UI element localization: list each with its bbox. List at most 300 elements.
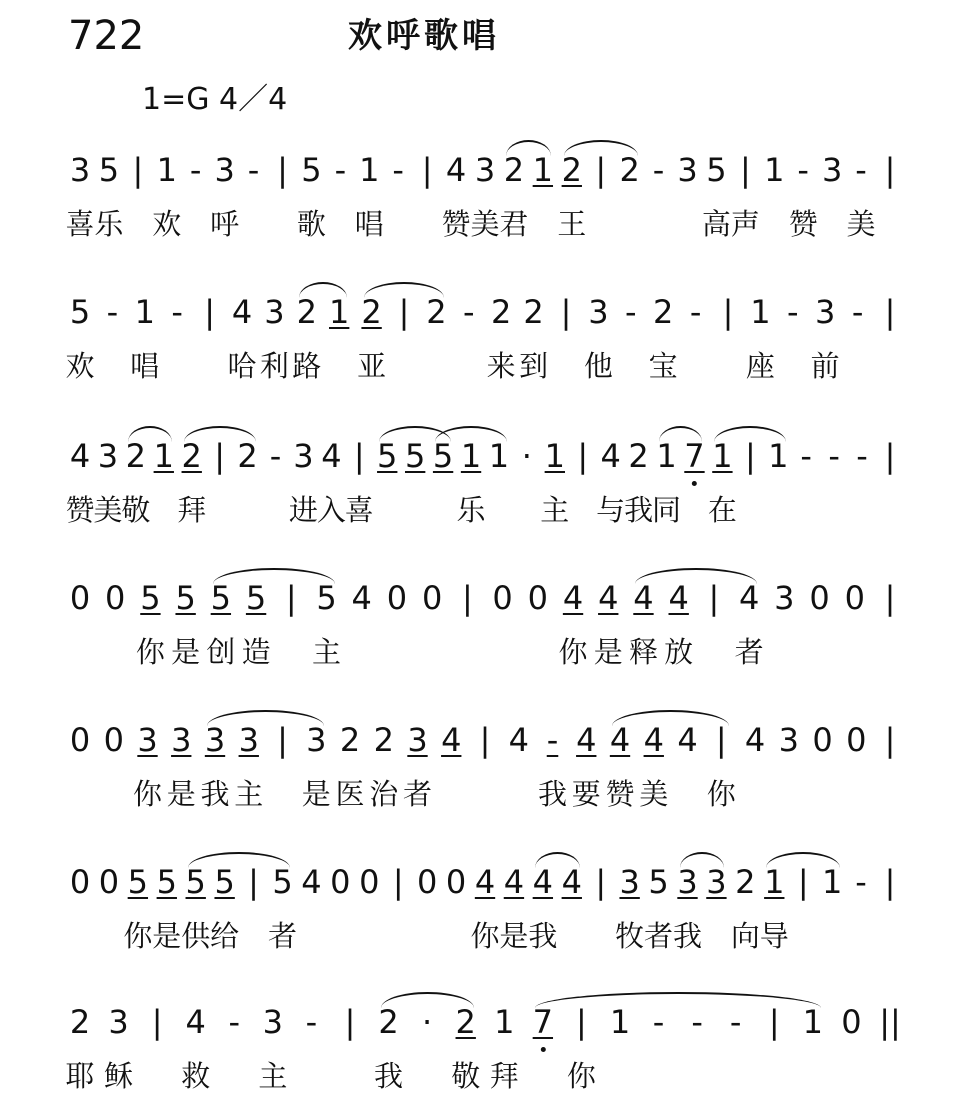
slur-arc (188, 852, 291, 868)
note: 2 (426, 293, 447, 331)
lyrics-line (74, 632, 914, 672)
note: - (797, 151, 809, 189)
note: 3 (588, 293, 609, 331)
lyric-syllable: 我 (537, 777, 568, 811)
note: - (689, 293, 702, 331)
note: - (729, 1003, 742, 1041)
note: 0 (69, 863, 91, 901)
note: 5 (377, 437, 398, 475)
note: 3 (407, 721, 428, 759)
lyric-syllable: 是 (499, 919, 529, 953)
note: 1 (359, 151, 380, 189)
lyric-syllable: 路 (292, 349, 322, 383)
lyric-syllable: 造 (241, 635, 271, 669)
bar-line: | (560, 293, 572, 331)
lyric-syllable: 要 (571, 777, 601, 811)
lyric-syllable: 者 (402, 777, 433, 811)
note: 1 (544, 437, 565, 475)
score-system (0, 852, 960, 972)
note: 4 (474, 863, 496, 901)
lyrics-line (65, 346, 914, 386)
slur-arc (506, 140, 551, 156)
lyric-syllable: 我 (374, 1059, 404, 1093)
bar-line: || (879, 1003, 901, 1041)
note: · (422, 1003, 433, 1041)
note: 5 (185, 863, 206, 901)
lyric-syllable: 美 (639, 777, 669, 811)
note: 5 (175, 579, 196, 617)
bar-line: | (884, 437, 896, 475)
note: 4 (69, 437, 91, 475)
note: 2 (628, 437, 649, 475)
note: - (851, 293, 864, 331)
note: 0 (846, 721, 867, 759)
lyric-syllable: 供 (181, 919, 211, 953)
note: 5 (432, 437, 454, 475)
bar-line: | (595, 151, 607, 189)
note: 4 (301, 863, 322, 901)
note: 0 (809, 579, 830, 617)
lyric-syllable: 赞 (441, 207, 471, 241)
lyric-syllable: 你 (558, 635, 588, 669)
note: 2 (503, 151, 525, 189)
note: 3 (171, 721, 192, 759)
note: 4 (441, 721, 462, 759)
lyrics-line (74, 774, 914, 814)
slur-arc (535, 992, 821, 1008)
note: - (828, 437, 840, 475)
note: 4 (600, 437, 621, 475)
note: 5 (69, 293, 91, 331)
notation-line (69, 992, 914, 1052)
note: 1 (460, 437, 482, 475)
slur-arc (659, 426, 703, 442)
bar-line: | (768, 1003, 780, 1041)
note: 0 (105, 579, 126, 617)
lyric-syllable: 宝 (648, 349, 678, 383)
bar-line: | (285, 579, 297, 617)
note: 4 (503, 863, 525, 901)
lyric-syllable: 利 (259, 349, 289, 383)
lyric-syllable: 主 (312, 635, 342, 669)
note: - (171, 293, 183, 331)
note: 1 (712, 437, 733, 475)
note: 5 (127, 863, 149, 901)
note: 1 (329, 293, 350, 331)
notation-line (69, 852, 914, 912)
lyric-syllable: 你 (566, 1059, 596, 1093)
lyric-syllable: 欢 (152, 207, 182, 241)
note: 2 (378, 1003, 399, 1041)
note: - (856, 437, 868, 475)
lyric-syllable: 稣 (104, 1059, 134, 1093)
lyric-syllable: 主 (258, 1059, 288, 1093)
note: 3 (97, 437, 119, 475)
note: 2 (491, 293, 512, 331)
bar-line: | (132, 151, 144, 189)
bar-line: | (797, 863, 809, 901)
note: 5 (140, 579, 161, 617)
bar-line: | (344, 1003, 356, 1041)
note: - (625, 293, 637, 331)
note: 3 (238, 721, 259, 759)
score-system (0, 992, 960, 1112)
note: - (269, 437, 282, 475)
hymn-number: 722 (68, 13, 145, 59)
note: 5 (301, 151, 322, 189)
note: - (189, 151, 202, 189)
lyric-syllable: 是 (166, 777, 196, 811)
note: - (652, 1003, 665, 1041)
lyric-syllable: 赞 (605, 777, 635, 811)
lyrics-line (74, 916, 914, 956)
note: 5 (214, 863, 235, 901)
lyric-syllable: 是 (152, 919, 182, 953)
lyric-syllable: 者 (644, 919, 674, 953)
lyric-syllable: 赞 (788, 207, 818, 241)
lyric-syllable: 创 (206, 635, 236, 669)
note: 5 (648, 863, 669, 901)
lyric-syllable: 释 (628, 635, 658, 669)
note: 0 (844, 579, 865, 617)
bar-line: | (392, 863, 404, 901)
note: 4 (562, 579, 584, 617)
notation-line (69, 140, 914, 200)
note: 2 (69, 1003, 91, 1041)
bar-line: | (884, 293, 896, 331)
lower-octave-dot (540, 1047, 545, 1052)
note: 2 (619, 151, 640, 189)
slur-arc (635, 568, 757, 584)
score-system (0, 426, 960, 546)
note: - (800, 437, 812, 475)
lyric-syllable: 同 (652, 493, 682, 527)
note: 3 (264, 293, 285, 331)
note: - (855, 863, 867, 901)
lyric-syllable: 与 (596, 493, 626, 527)
lyric-syllable: 他 (583, 349, 613, 383)
note: 1 (156, 151, 177, 189)
note: 0 (492, 579, 513, 617)
note: 2 (373, 721, 394, 759)
note: 2 (237, 437, 258, 475)
slur-arc (184, 426, 256, 442)
lyric-syllable: 声 (730, 207, 760, 241)
bar-line: | (884, 863, 896, 901)
note: 1 (764, 863, 785, 901)
note: 4 (532, 863, 554, 901)
bar-line: | (421, 151, 433, 189)
note: 5 (706, 151, 727, 189)
note: 2 (125, 437, 147, 475)
bar-line: | (462, 579, 473, 617)
note: 2 (339, 721, 361, 759)
bar-line: | (353, 437, 365, 475)
lyric-syllable: 赞 (65, 493, 95, 527)
note: 2 (455, 1003, 476, 1041)
slur-arc (381, 992, 474, 1008)
note: 3 (306, 721, 327, 759)
lyric-syllable: 放 (664, 635, 694, 669)
note: 4 (633, 579, 654, 617)
lyric-syllable: 来 (486, 349, 516, 383)
note: 3 (677, 863, 698, 901)
hymn-title: 欢呼歌唱 (348, 16, 500, 56)
lyric-syllable: 美 (93, 493, 123, 527)
note: 0 (812, 721, 833, 759)
bar-line: | (204, 293, 215, 331)
lyric-syllable: 你 (706, 777, 736, 811)
note: - (463, 293, 475, 331)
lyric-syllable: 是 (301, 777, 331, 811)
lyrics-line (65, 490, 914, 530)
lyric-syllable: 主 (540, 493, 570, 527)
note: 0 (359, 863, 380, 901)
note: 1 (821, 863, 843, 901)
lyric-syllable: 是 (593, 635, 623, 669)
lyric-syllable: 治 (369, 777, 399, 811)
lyric-syllable: 喜 (65, 207, 95, 241)
note: - (305, 1003, 318, 1041)
note: 3 (293, 437, 314, 475)
note: 4 (643, 721, 664, 759)
note: 1 (656, 437, 677, 475)
lyric-syllable: 美 (846, 207, 876, 241)
note: 3 (204, 721, 226, 759)
lyric-syllable: 呼 (210, 207, 240, 241)
lyric-syllable: 我 (200, 777, 230, 811)
score-system (0, 282, 960, 402)
slur-arc (299, 282, 347, 298)
note: - (334, 151, 347, 189)
note: 4 (351, 579, 372, 617)
note: 0 (841, 1003, 862, 1041)
note: 4 (445, 151, 467, 189)
note: 0 (416, 863, 438, 901)
lyric-syllable: 主 (234, 777, 264, 811)
lyric-syllable: 乐 (456, 493, 486, 527)
note: 5 (404, 437, 426, 475)
note: - (106, 293, 119, 331)
lyric-syllable: 敬 (451, 1059, 481, 1093)
note: 1 (750, 293, 771, 331)
lyric-syllable: 者 (267, 919, 298, 953)
slur-arc (364, 282, 445, 298)
bar-line: | (277, 151, 288, 189)
note: 5 (156, 863, 177, 901)
notation-line (69, 426, 914, 486)
note: - (247, 151, 260, 189)
lyric-syllable: 你 (123, 919, 153, 953)
note: 0 (330, 863, 351, 901)
slur-arc (680, 852, 725, 868)
lyrics-line (65, 1056, 914, 1096)
note: 0 (103, 721, 124, 759)
note: 2 (361, 293, 382, 331)
note: 4 (561, 863, 582, 901)
note: 0 (98, 863, 120, 901)
note: 5 (316, 579, 337, 617)
note: 5 (98, 151, 120, 189)
bar-line: | (576, 1003, 587, 1041)
bar-line: | (884, 579, 896, 617)
slur-arc (435, 426, 507, 442)
lyric-syllable: 哈 (227, 349, 257, 383)
slur-arc (714, 426, 786, 442)
note: - (652, 151, 665, 189)
note: 5 (272, 863, 293, 901)
score-system (0, 710, 960, 830)
lyric-syllable: 我 (528, 919, 558, 953)
note: 4 (738, 579, 760, 617)
lyric-syllable: 王 (557, 207, 587, 241)
note: 1 (609, 1003, 631, 1041)
lyric-syllable: 喜 (344, 493, 374, 527)
lyric-syllable: 你 (470, 919, 500, 953)
lyric-syllable: 欢 (65, 349, 95, 383)
bar-line: | (277, 721, 288, 759)
bar-line: | (214, 437, 226, 475)
note: 3 (619, 863, 640, 901)
bar-line: | (722, 293, 734, 331)
note: 0 (386, 579, 408, 617)
lyric-syllable: 医 (335, 777, 365, 811)
notation-line (69, 568, 914, 628)
lyric-syllable: 你 (135, 635, 165, 669)
note: 0 (421, 579, 443, 617)
note: 1 (768, 437, 789, 475)
bar-line: | (715, 721, 727, 759)
note: 2 (523, 293, 544, 331)
note: 1 (153, 437, 174, 475)
bar-line: | (479, 721, 491, 759)
note: 3 (815, 293, 836, 331)
lyric-syllable: 前 (810, 349, 840, 383)
note: 5 (210, 579, 232, 617)
lyric-syllable: 唱 (354, 207, 384, 241)
score-system (0, 568, 960, 688)
note: 3 (69, 151, 91, 189)
slur-arc (128, 426, 172, 442)
bar-line: | (595, 863, 607, 901)
note: 4 (609, 721, 631, 759)
note: 4 (744, 721, 766, 759)
note: 0 (445, 863, 467, 901)
note: · (521, 437, 532, 475)
note: 2 (296, 293, 317, 331)
lyric-syllable: 进 (288, 493, 318, 527)
note: 5 (245, 579, 267, 617)
note: 0 (69, 579, 91, 617)
score-system (0, 140, 960, 260)
lyric-syllable: 救 (181, 1059, 211, 1093)
lyric-syllable: 耶 (65, 1059, 95, 1093)
bar-line: | (744, 437, 756, 475)
lyric-syllable: 牧 (615, 919, 645, 953)
note: 1 (488, 437, 510, 475)
note: 2 (735, 863, 756, 901)
slur-arc (766, 852, 840, 868)
lyric-syllable: 到 (519, 349, 549, 383)
note: 3 (214, 151, 235, 189)
lyric-syllable: 者 (734, 635, 764, 669)
lyric-syllable: 是 (171, 635, 201, 669)
note: 3 (774, 579, 795, 617)
note: 1 (494, 1003, 515, 1041)
bar-line: | (884, 721, 896, 759)
lyric-syllable: 向 (730, 919, 760, 953)
note: 2 (181, 437, 202, 475)
slur-arc (564, 140, 638, 156)
note: 1 (532, 151, 554, 189)
note: 1 (802, 1003, 824, 1041)
lyric-syllable: 唱 (130, 349, 160, 383)
lyric-syllable: 在 (707, 493, 737, 527)
note: 4 (668, 579, 689, 617)
lyric-syllable: 我 (624, 493, 654, 527)
note: - (546, 721, 559, 759)
note: 2 (561, 151, 582, 189)
notation-line (69, 710, 914, 770)
lyric-syllable: 拜 (177, 493, 207, 527)
lyric-syllable: 我 (672, 919, 703, 953)
note: 1 (134, 293, 155, 331)
lyric-syllable: 导 (759, 919, 789, 953)
note: 0 (69, 721, 91, 759)
lyric-syllable: 美 (470, 207, 500, 241)
lyric-syllable: 拜 (489, 1059, 519, 1093)
slur-arc (535, 852, 580, 868)
note: 2 (653, 293, 674, 331)
bar-line: | (577, 437, 589, 475)
note: 4 (185, 1003, 206, 1041)
note: 7 (533, 1006, 553, 1038)
note: 4 (508, 721, 529, 759)
note: 4 (231, 293, 253, 331)
note: 3 (262, 1003, 284, 1041)
bar-line: | (151, 1003, 163, 1041)
lyrics-line (65, 204, 914, 244)
note: 0 (527, 579, 548, 617)
lyric-syllable: 座 (745, 349, 775, 383)
lyric-syllable: 高 (701, 207, 731, 241)
lyric-syllable: 亚 (357, 349, 387, 383)
lyric-syllable: 敬 (121, 493, 151, 527)
slur-arc (213, 568, 335, 584)
note: - (855, 151, 867, 189)
bar-line: | (708, 579, 720, 617)
note: 3 (677, 151, 698, 189)
key-signature: 1=G 4／4 (142, 82, 288, 117)
note: 3 (137, 721, 158, 759)
note: - (392, 151, 404, 189)
lyric-syllable: 入 (316, 493, 346, 527)
note: 4 (576, 721, 597, 759)
note: 3 (474, 151, 496, 189)
note: 3 (706, 863, 727, 901)
slur-arc (612, 710, 729, 726)
note: 3 (821, 151, 843, 189)
note: 4 (598, 579, 619, 617)
bar-line: | (739, 151, 751, 189)
note: 1 (764, 151, 785, 189)
note: - (691, 1003, 703, 1041)
note: 7 (684, 440, 704, 472)
bar-line: | (884, 151, 896, 189)
lyric-syllable: 君 (499, 207, 529, 241)
note: - (228, 1003, 241, 1041)
note: 3 (108, 1003, 129, 1041)
